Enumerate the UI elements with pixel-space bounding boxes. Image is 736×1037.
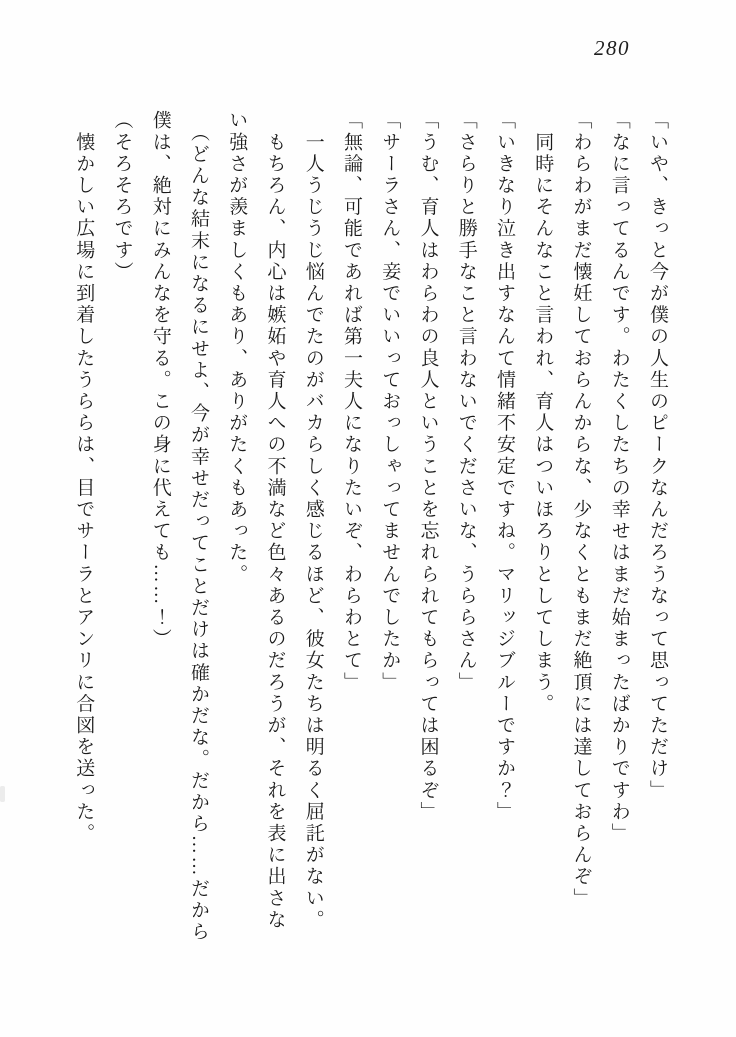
text-column: 「わらわがまだ懐妊しておらんからな、少なくともまだ絶頂には達しておらんぞ」 bbox=[570, 110, 592, 910]
text-column: 「無論、可能であれば第一夫人になりたいぞ、わらわとて」 bbox=[341, 110, 362, 694]
text-column: （どんな結末になるにせよ、今が幸せだってことだけは確かだな。だから……だから bbox=[188, 110, 209, 943]
text-column: 「サーラさん、妾でいいっておっしゃってませんでしたか」 bbox=[379, 110, 401, 694]
text-column: 一人うじうじ悩んでたのがバカらしく感じるほど、彼女たちは明るく屈託がない。 bbox=[302, 110, 324, 931]
text-column: 同時にそんなこと言われ、育人はついほろりとしてしまう。 bbox=[532, 110, 554, 715]
text-column: 懐かしい広場に到着したうららは、目でサーラとアンリに合図を送った。 bbox=[73, 110, 95, 845]
text-column: 「いや、きっと今が僕の人生のピークなんだろうなって思ってただけ」 bbox=[647, 110, 668, 802]
text-column: 僕は、絶対にみんなを守る。この身に代えても……！） bbox=[149, 110, 171, 650]
vertical-text-block bbox=[64, 110, 676, 995]
text-column: 「さらりと勝手なこと言わないでくださいな、うららさん」 bbox=[455, 110, 477, 694]
page-number: 280 bbox=[594, 36, 630, 60]
text-column: 「いきなり泣き出すなんて情緒不安定ですね。マリッジブルーですか？」 bbox=[494, 110, 515, 823]
text-column: 「うむ、育人はわらわの良人ということを忘れられてもらっては困るぞ」 bbox=[417, 110, 439, 823]
text-column: （そろそろです） bbox=[111, 110, 133, 283]
text-column: い強さが羨ましくもあり、ありがたくもあった。 bbox=[226, 110, 248, 586]
scan-artifact bbox=[0, 786, 5, 802]
text-column: もちろん、内心は嫉妬や育人への不満など色々あるのだろうが、それを表に出さな bbox=[264, 110, 286, 931]
text-column: 「なに言ってるんです。わたくしたちの幸せはまだ始まったばかりですわ」 bbox=[608, 110, 630, 845]
